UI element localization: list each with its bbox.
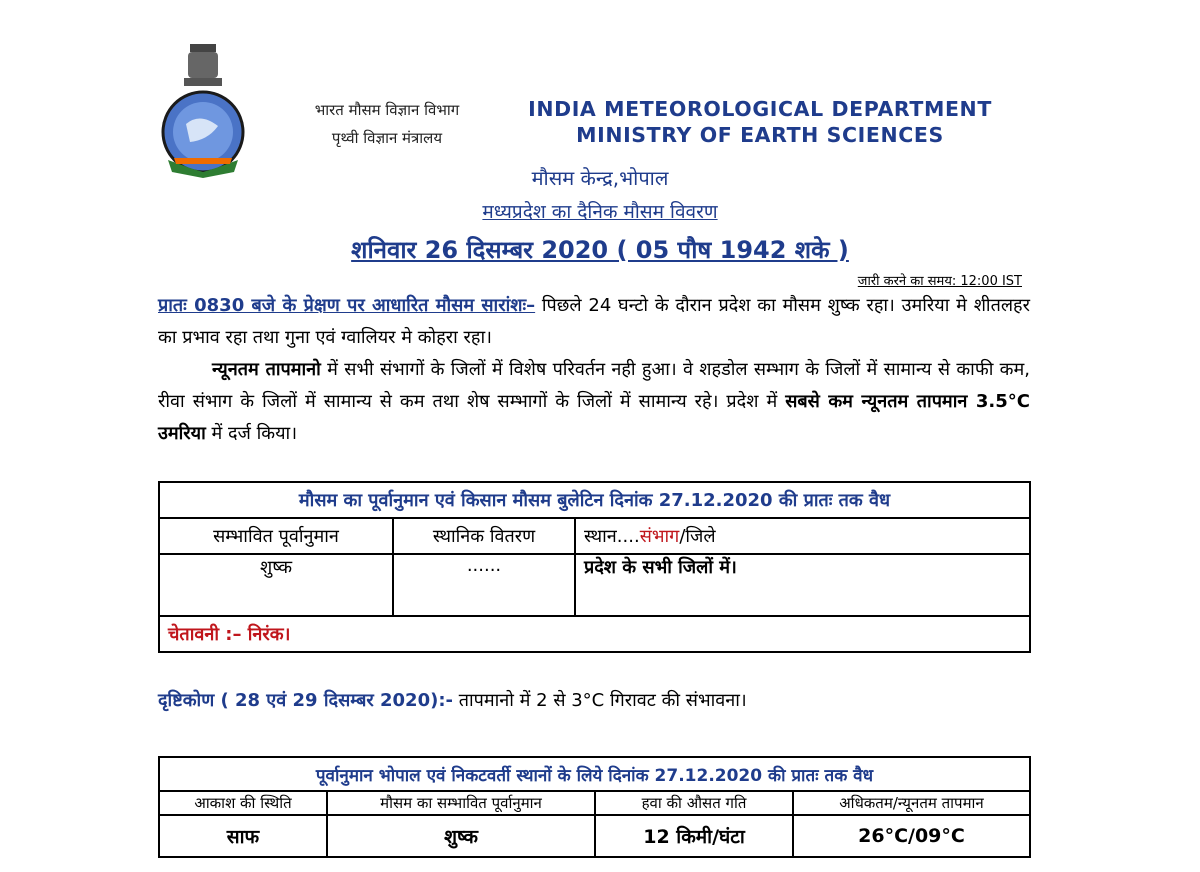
forecast-table <box>158 481 1031 653</box>
english-ministry-name: MINISTRY OF EARTH SCIENCES <box>576 123 944 147</box>
min-temp-label: न्यूनतम तापमानो <box>212 359 321 380</box>
report-title: मध्यप्रदेश का दैनिक मौसम विवरण <box>482 201 718 223</box>
summary-text-2: में सभी संभागों के जिलों में विशेष परिवर्तन नही हुआ। वे शहडोल सम्भाग के जिलों में सामान्य से काफी कम, रीवा संभाग के जिलों में सामान्य से कम तथा शेष सम्भागों के जिलों में सामान्य रहे। प्रदेश में <box>158 359 1030 412</box>
col-wind-speed: हवा की औसत गति <box>595 791 793 815</box>
col-sky-condition: आकाश की स्थिति <box>159 791 327 815</box>
forecast-value: शुष्क <box>159 554 393 616</box>
english-org-block <box>505 96 1015 148</box>
forecast-table-title: मौसम का पूर्वानुमान एवं किसान मौसम बुलेटिन दिनांक 27.12.2020 की प्रातः तक वैध <box>159 482 1030 518</box>
hindi-org-block <box>262 96 512 152</box>
hindi-dept-name: भारत मौसम विज्ञान विभाग <box>314 101 460 119</box>
place-value: प्रदेश के सभी जिलों में। <box>575 554 1030 616</box>
col-place <box>575 518 1030 554</box>
sky-value: साफ <box>159 815 327 857</box>
lowest-temp-label: सबसे कम न्यूनतम तापमान 3.5°C उमरिया <box>158 391 1030 444</box>
col-expected-forecast: सम्भावित पूर्वानुमान <box>159 518 393 554</box>
imd-emblem-icon <box>160 40 246 180</box>
weather-value: शुष्क <box>327 815 595 857</box>
hindi-ministry-name: पृथ्वी विज्ञान मंत्रालय <box>331 129 443 147</box>
temp-value: 26°C/09°C <box>793 815 1030 857</box>
warning-text: चेतावनी :– निरंक। <box>159 616 1030 652</box>
bhopal-forecast-table <box>158 756 1031 858</box>
col-place-highlight: संभाग <box>639 526 680 547</box>
bhopal-table-title: पूर्वानुमान भोपाल एवं निकटवर्ती स्थानों के लिये दिनांक 27.12.2020 की प्रातः तक वैध <box>159 757 1030 791</box>
summary-text-3: में दर्ज किया। <box>205 423 298 444</box>
issue-time: जारी करने का समय: 12:00 IST <box>857 274 1022 289</box>
distribution-value: ...... <box>393 554 575 616</box>
col-place-suffix: /जिले <box>679 526 716 547</box>
outlook-line <box>158 688 747 712</box>
centre-name: मौसम केन्द्र,भोपाल <box>531 166 669 190</box>
col-expected-weather: मौसम का सम्भावित पूर्वानुमान <box>327 791 595 815</box>
english-dept-name: INDIA METEOROLOGICAL DEPARTMENT <box>528 97 992 121</box>
col-max-min-temp: अधिकतम/न्यूनतम तापमान <box>793 791 1030 815</box>
temperature-paragraph <box>158 354 1030 450</box>
col-place-prefix: स्थान.... <box>584 526 640 547</box>
report-date: शनिवार 26 दिसम्बर 2020 ( 05 पौष 1942 शके ) <box>351 236 849 264</box>
summary-label: प्रातः 0830 बजे के प्रेक्षण पर आधारित मौसम सारांशः– <box>158 295 536 316</box>
outlook-label: दृष्टिकोण ( 28 एवं 29 दिसम्बर 2020):- <box>158 690 453 711</box>
outlook-text: तापमानो में 2 से 3°C गिरावट की संभावना। <box>453 690 747 711</box>
summary-paragraph <box>158 290 1030 354</box>
summary-text-1: पिछले 24 घन्टो के दौरान प्रदेश का मौसम शुष्क रहा। उमरिया मे शीतलहर का प्रभाव रहा तथा गुना एवं ग्वालियर मे कोहरा रहा। <box>158 295 1030 348</box>
col-spatial-distribution: स्थानिक वितरण <box>393 518 575 554</box>
wind-value: 12 किमी/घंटा <box>595 815 793 857</box>
